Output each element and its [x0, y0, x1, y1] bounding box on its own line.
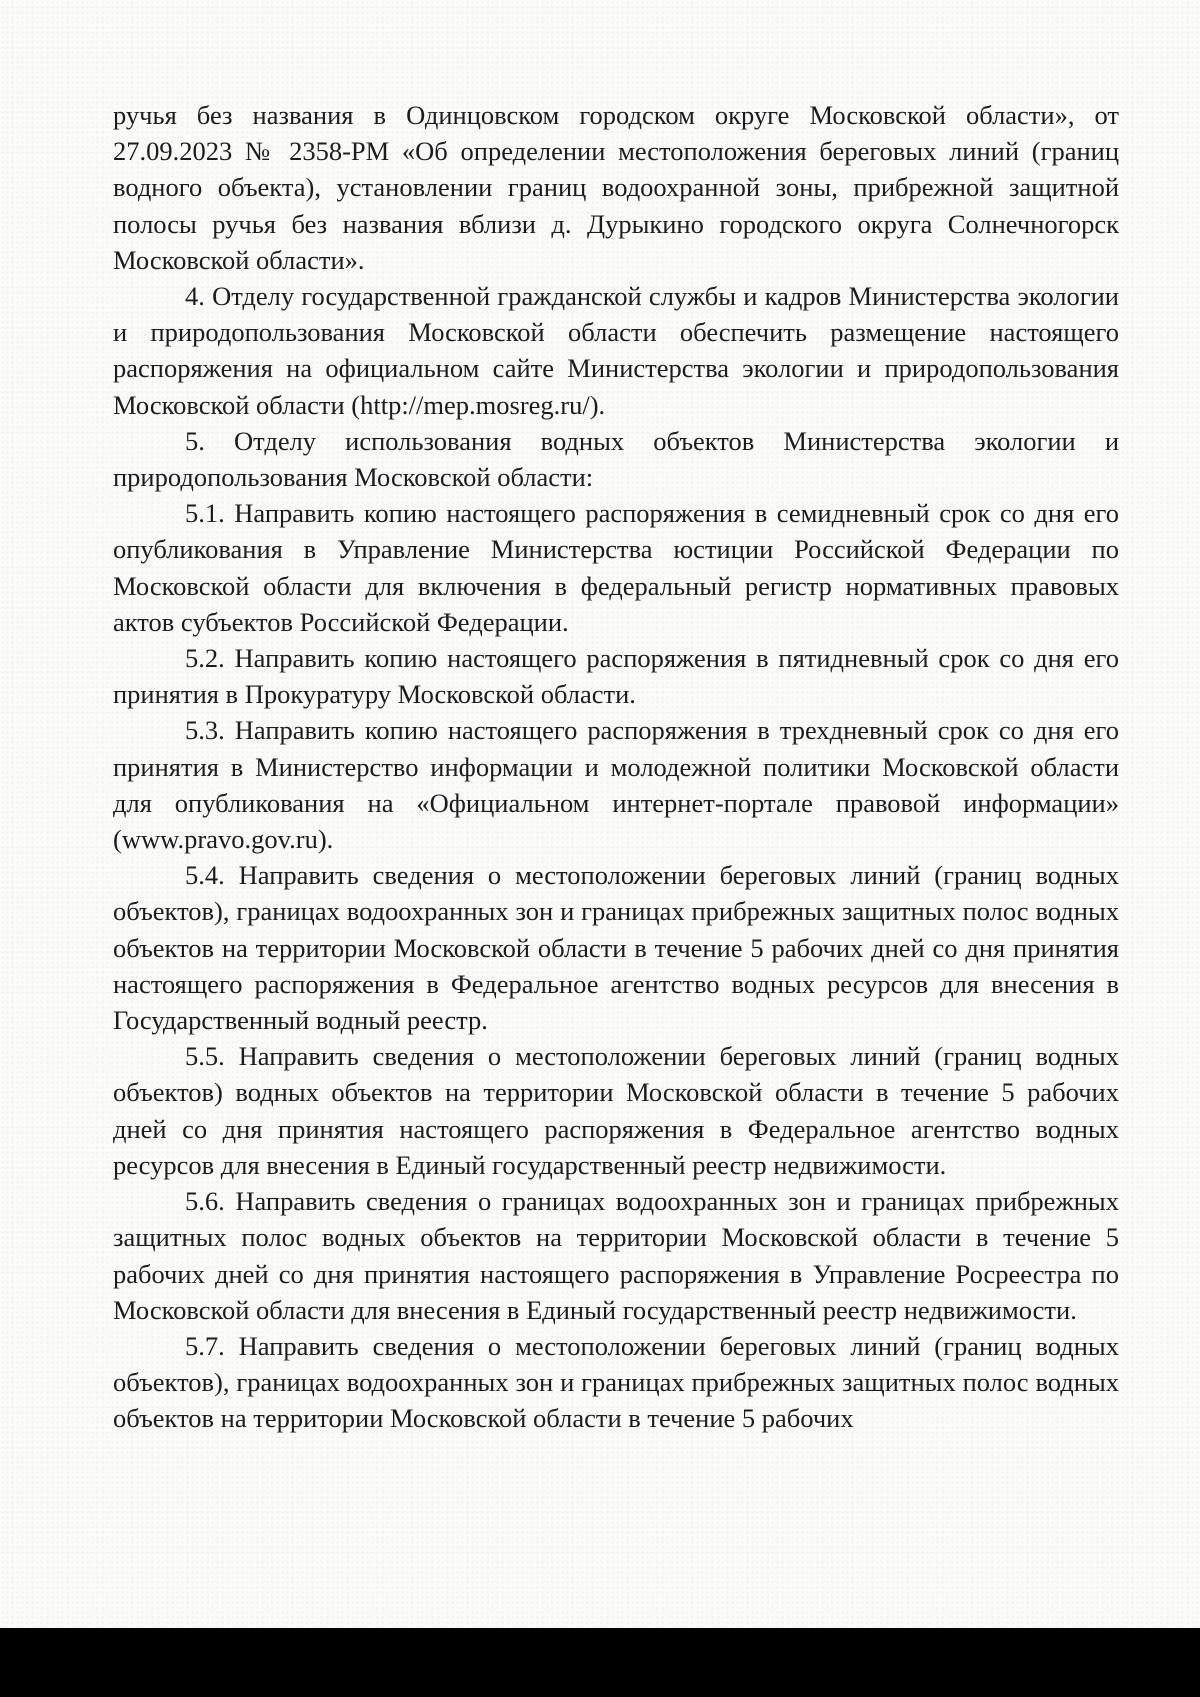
paragraph-item-5-5: 5.5. Направить сведения о местоположении береговых линий (границ водных объектов) водных объектов на территории Московской области в течение 5 рабочих дней со дня принятия настоящего распоряжения в Федеральное агентство водных ресурсов для внесения в Единый государственный реестр недвижимости. [113, 1041, 1119, 1180]
paragraph-item-5-6: 5.6. Направить сведения о границах водоохранных зон и границах прибрежных защитных полос водных объектов на территории Московской области в течение 5 рабочих дней со дня принятия настоящего распоряжения в Управление Росреестра по Московской области для внесения в Единый государственный реестр недвижимости. [113, 1186, 1119, 1325]
paragraph-item-5: 5. Отделу использования водных объектов Министерства экологии и природопользования Московской области: [113, 425, 1119, 493]
paragraph-item-5-1: 5.1. Направить копию настоящего распоряжения в семидневный срок со дня его опубликования в Управление Министерства юстиции Российской Федерации по Московской области для включения в федеральный регистр нормативных правовых актов субъектов Российской Федерации. [113, 498, 1119, 637]
paragraph-continued-from-previous-page: ручья без названия в Одинцовском городском округе Московской области», от 27.09.2023 № 2358-РМ «Об определении местоположения береговых линий (границ водного объекта), установлении границ водоохранной зоны, прибрежной защитной полосы ручья без названия вблизи д. Дурыкино городского округа Солнечногорск Московской области». [113, 100, 1119, 275]
paragraph-item-4: 4. Отделу государственной гражданской службы и кадров Министерства экологии и природопользования Московской области обеспечить размещение настоящего распоряжения на официальном сайте Министерства экологии и природопользования Московской области (http://mep.mosreg.ru/). [113, 281, 1119, 420]
paragraph-item-5-2: 5.2. Направить копию настоящего распоряжения в пятидневный срок со дня его принятия в Прокуратуру Московской области. [113, 643, 1119, 710]
document-body [113, 97, 1119, 1437]
paragraph-item-5-7: 5.7. Направить сведения о местоположении береговых линий (границ водных объектов), границах водоохранных зон и границах прибрежных защитных полос водных объектов на территории Московской области в течение 5 рабочих [113, 1330, 1119, 1434]
scan-bottom-edge [0, 1628, 1200, 1697]
paragraph-item-5-4: 5.4. Направить сведения о местоположении береговых линий (границ водных объектов), границах водоохранных зон и границах прибрежных защитных полос водных объектов на территории Московской области в течение 5 рабочих дней со дня принятия настоящего распоряжения в Федеральное агентство водных ресурсов для внесения в Государственный водный реестр. [113, 860, 1119, 1036]
paragraph-item-5-3: 5.3. Направить копию настоящего распоряжения в трехдневный срок со дня его принятия в Министерство информации и молодежной политики Московской области для опубликования на «Официальном интернет-портале правовой информации» (www.pravo.gov.ru). [113, 715, 1119, 855]
